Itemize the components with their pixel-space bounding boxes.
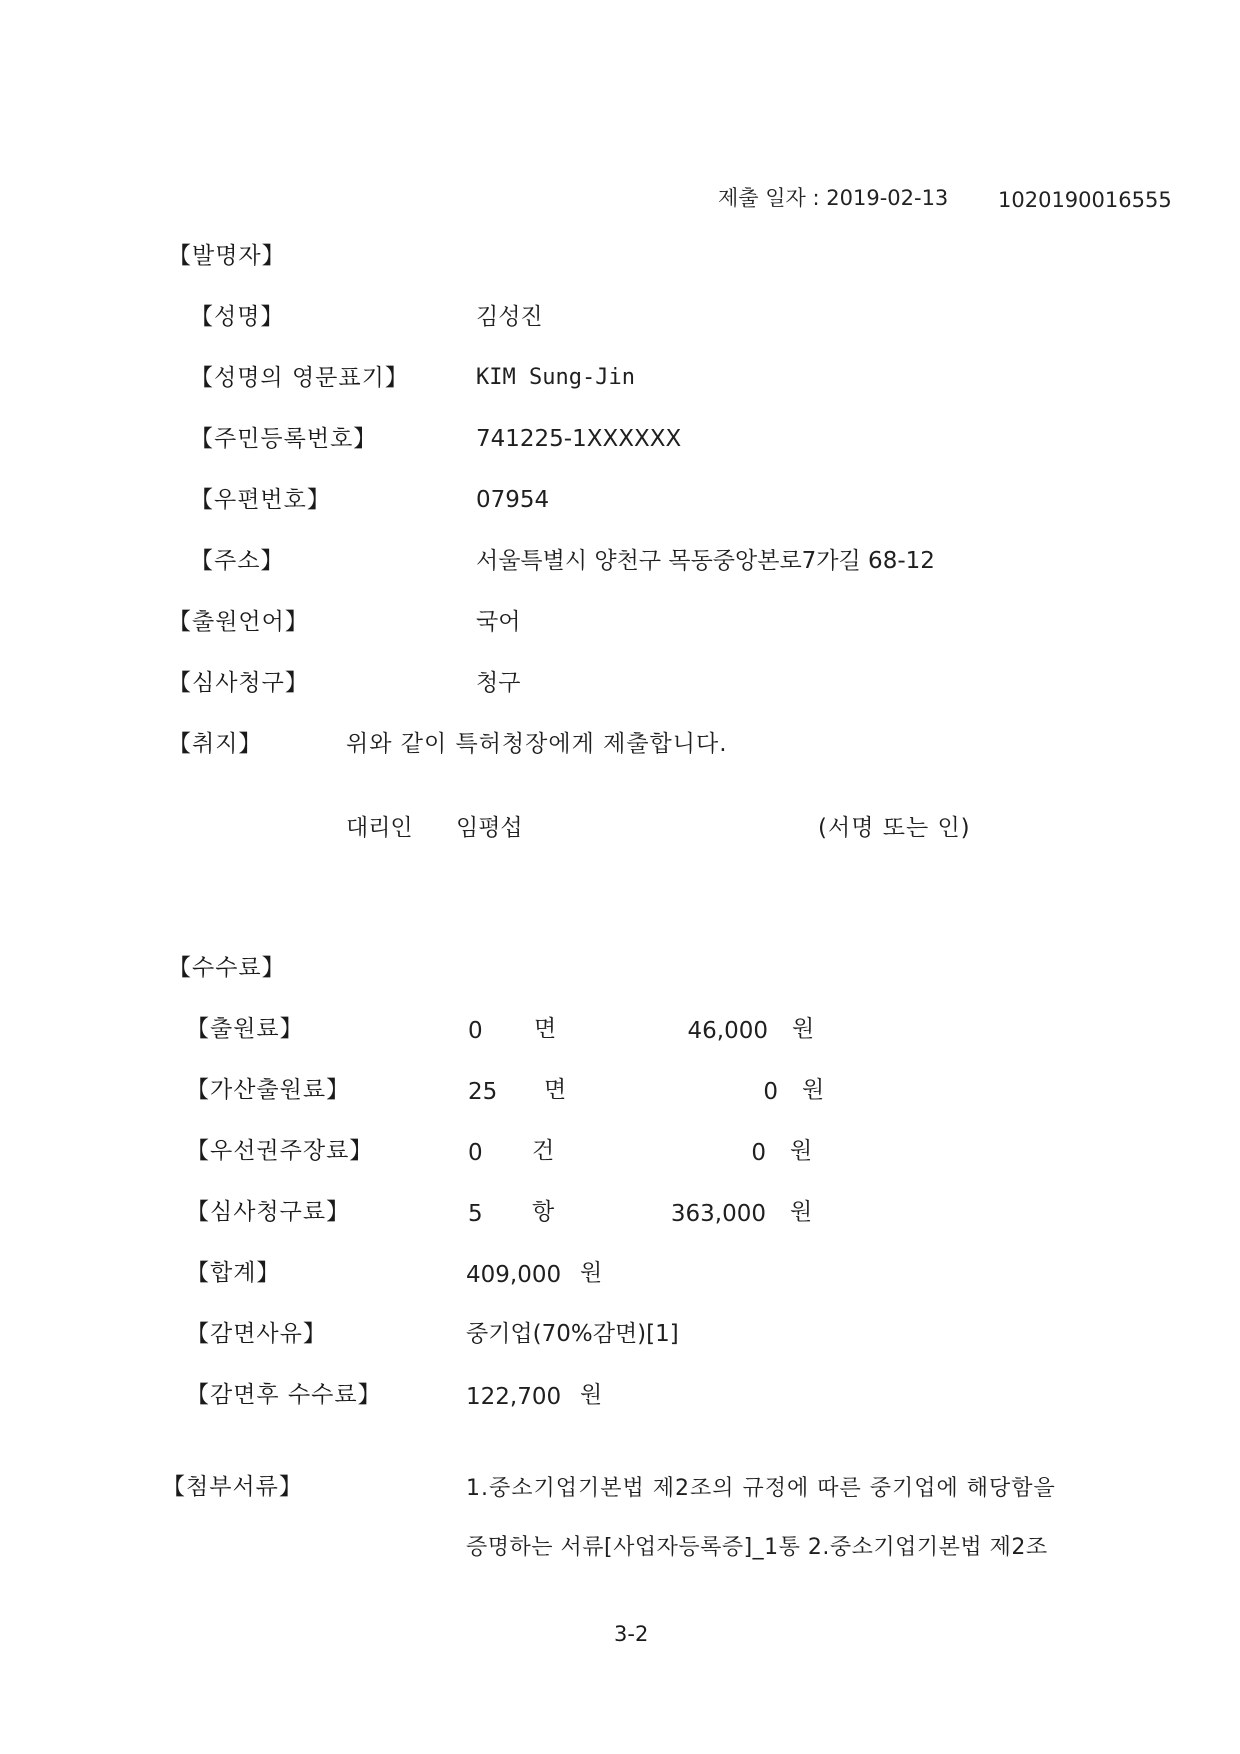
- agent-label: 대리인: [346, 815, 413, 841]
- examination-request-label: 【심사청구】: [168, 670, 309, 696]
- fee-row-qty: 0: [468, 1018, 483, 1044]
- application-number: 1020190016555: [998, 188, 1172, 212]
- purpose-text: 위와 같이 특허청장에게 제출합니다.: [346, 731, 728, 757]
- agent-name: 임평섭: [456, 815, 523, 841]
- fee-row-currency: 원: [790, 1199, 813, 1225]
- attachments-line-2: 증명하는 서류[사업자등록증]_1통 2.중소기업기본법 제2조: [466, 1535, 1048, 1560]
- fee-row-unit: 면: [544, 1077, 567, 1103]
- signature-note: (서명 또는 인): [818, 815, 971, 841]
- fee-row-label: 【출원료】: [186, 1016, 304, 1042]
- reduction-reason-label: 【감면사유】: [186, 1321, 327, 1347]
- examination-request-value: 청구: [476, 670, 521, 696]
- english-name-label: 【성명의 영문표기】: [190, 365, 409, 391]
- after-reduction-label: 【감면후 수수료】: [186, 1382, 382, 1408]
- after-reduction-currency: 원: [580, 1382, 603, 1408]
- resident-number-value: 741225-1XXXXXX: [476, 426, 682, 452]
- fee-row-qty: 5: [468, 1201, 483, 1227]
- fee-row-qty: 0: [468, 1140, 483, 1166]
- postal-code-value: 07954: [476, 487, 550, 513]
- application-language-label: 【출원언어】: [168, 609, 309, 635]
- purpose-label: 【취지】: [168, 731, 263, 757]
- inventor-section-label: 【발명자】: [168, 243, 286, 269]
- fee-row-unit: 항: [532, 1199, 555, 1225]
- page-number: 3-2: [614, 1622, 649, 1646]
- address-label: 【주소】: [190, 548, 285, 574]
- fee-row-unit: 면: [534, 1016, 557, 1042]
- reduction-reason-value: 중기업(70%감면)[1]: [466, 1321, 679, 1347]
- resident-number-label: 【주민등록번호】: [190, 426, 378, 452]
- fee-row-amount: 363,000: [670, 1201, 766, 1227]
- total-label: 【합계】: [186, 1260, 281, 1286]
- name-value: 김성진: [476, 304, 543, 330]
- fee-row-unit: 건: [532, 1138, 555, 1164]
- application-language-value: 국어: [476, 609, 521, 635]
- submission-date: 제출 일자 : 2019-02-13: [718, 186, 949, 210]
- fee-row-label: 【우선권주장료】: [186, 1138, 374, 1164]
- postal-code-label: 【우편번호】: [190, 487, 331, 513]
- fee-row-amount: 46,000: [687, 1018, 768, 1044]
- total-amount: 409,000: [466, 1262, 562, 1288]
- fee-row-qty: 25: [468, 1079, 498, 1105]
- fee-row-currency: 원: [792, 1016, 815, 1042]
- fee-row-currency: 원: [790, 1138, 813, 1164]
- fee-row-currency: 원: [802, 1077, 825, 1103]
- fee-row-label: 【심사청구료】: [186, 1199, 351, 1225]
- name-label: 【성명】: [190, 304, 285, 330]
- fee-row-amount: 0: [763, 1079, 778, 1105]
- attachments-label: 【첨부서류】: [162, 1474, 303, 1500]
- total-currency: 원: [580, 1260, 603, 1286]
- address-value: 서울특별시 양천구 목동중앙본로7가길 68-12: [476, 548, 935, 574]
- english-name-value: KIM Sung-Jin: [476, 365, 635, 390]
- attachments-line-1: 1.중소기업기본법 제2조의 규정에 따른 중기업에 해당함을: [466, 1476, 1056, 1501]
- after-reduction-amount: 122,700: [466, 1384, 562, 1410]
- fees-section-label: 【수수료】: [168, 955, 286, 981]
- fee-row-label: 【가산출원료】: [186, 1077, 351, 1103]
- fee-row-amount: 0: [751, 1140, 766, 1166]
